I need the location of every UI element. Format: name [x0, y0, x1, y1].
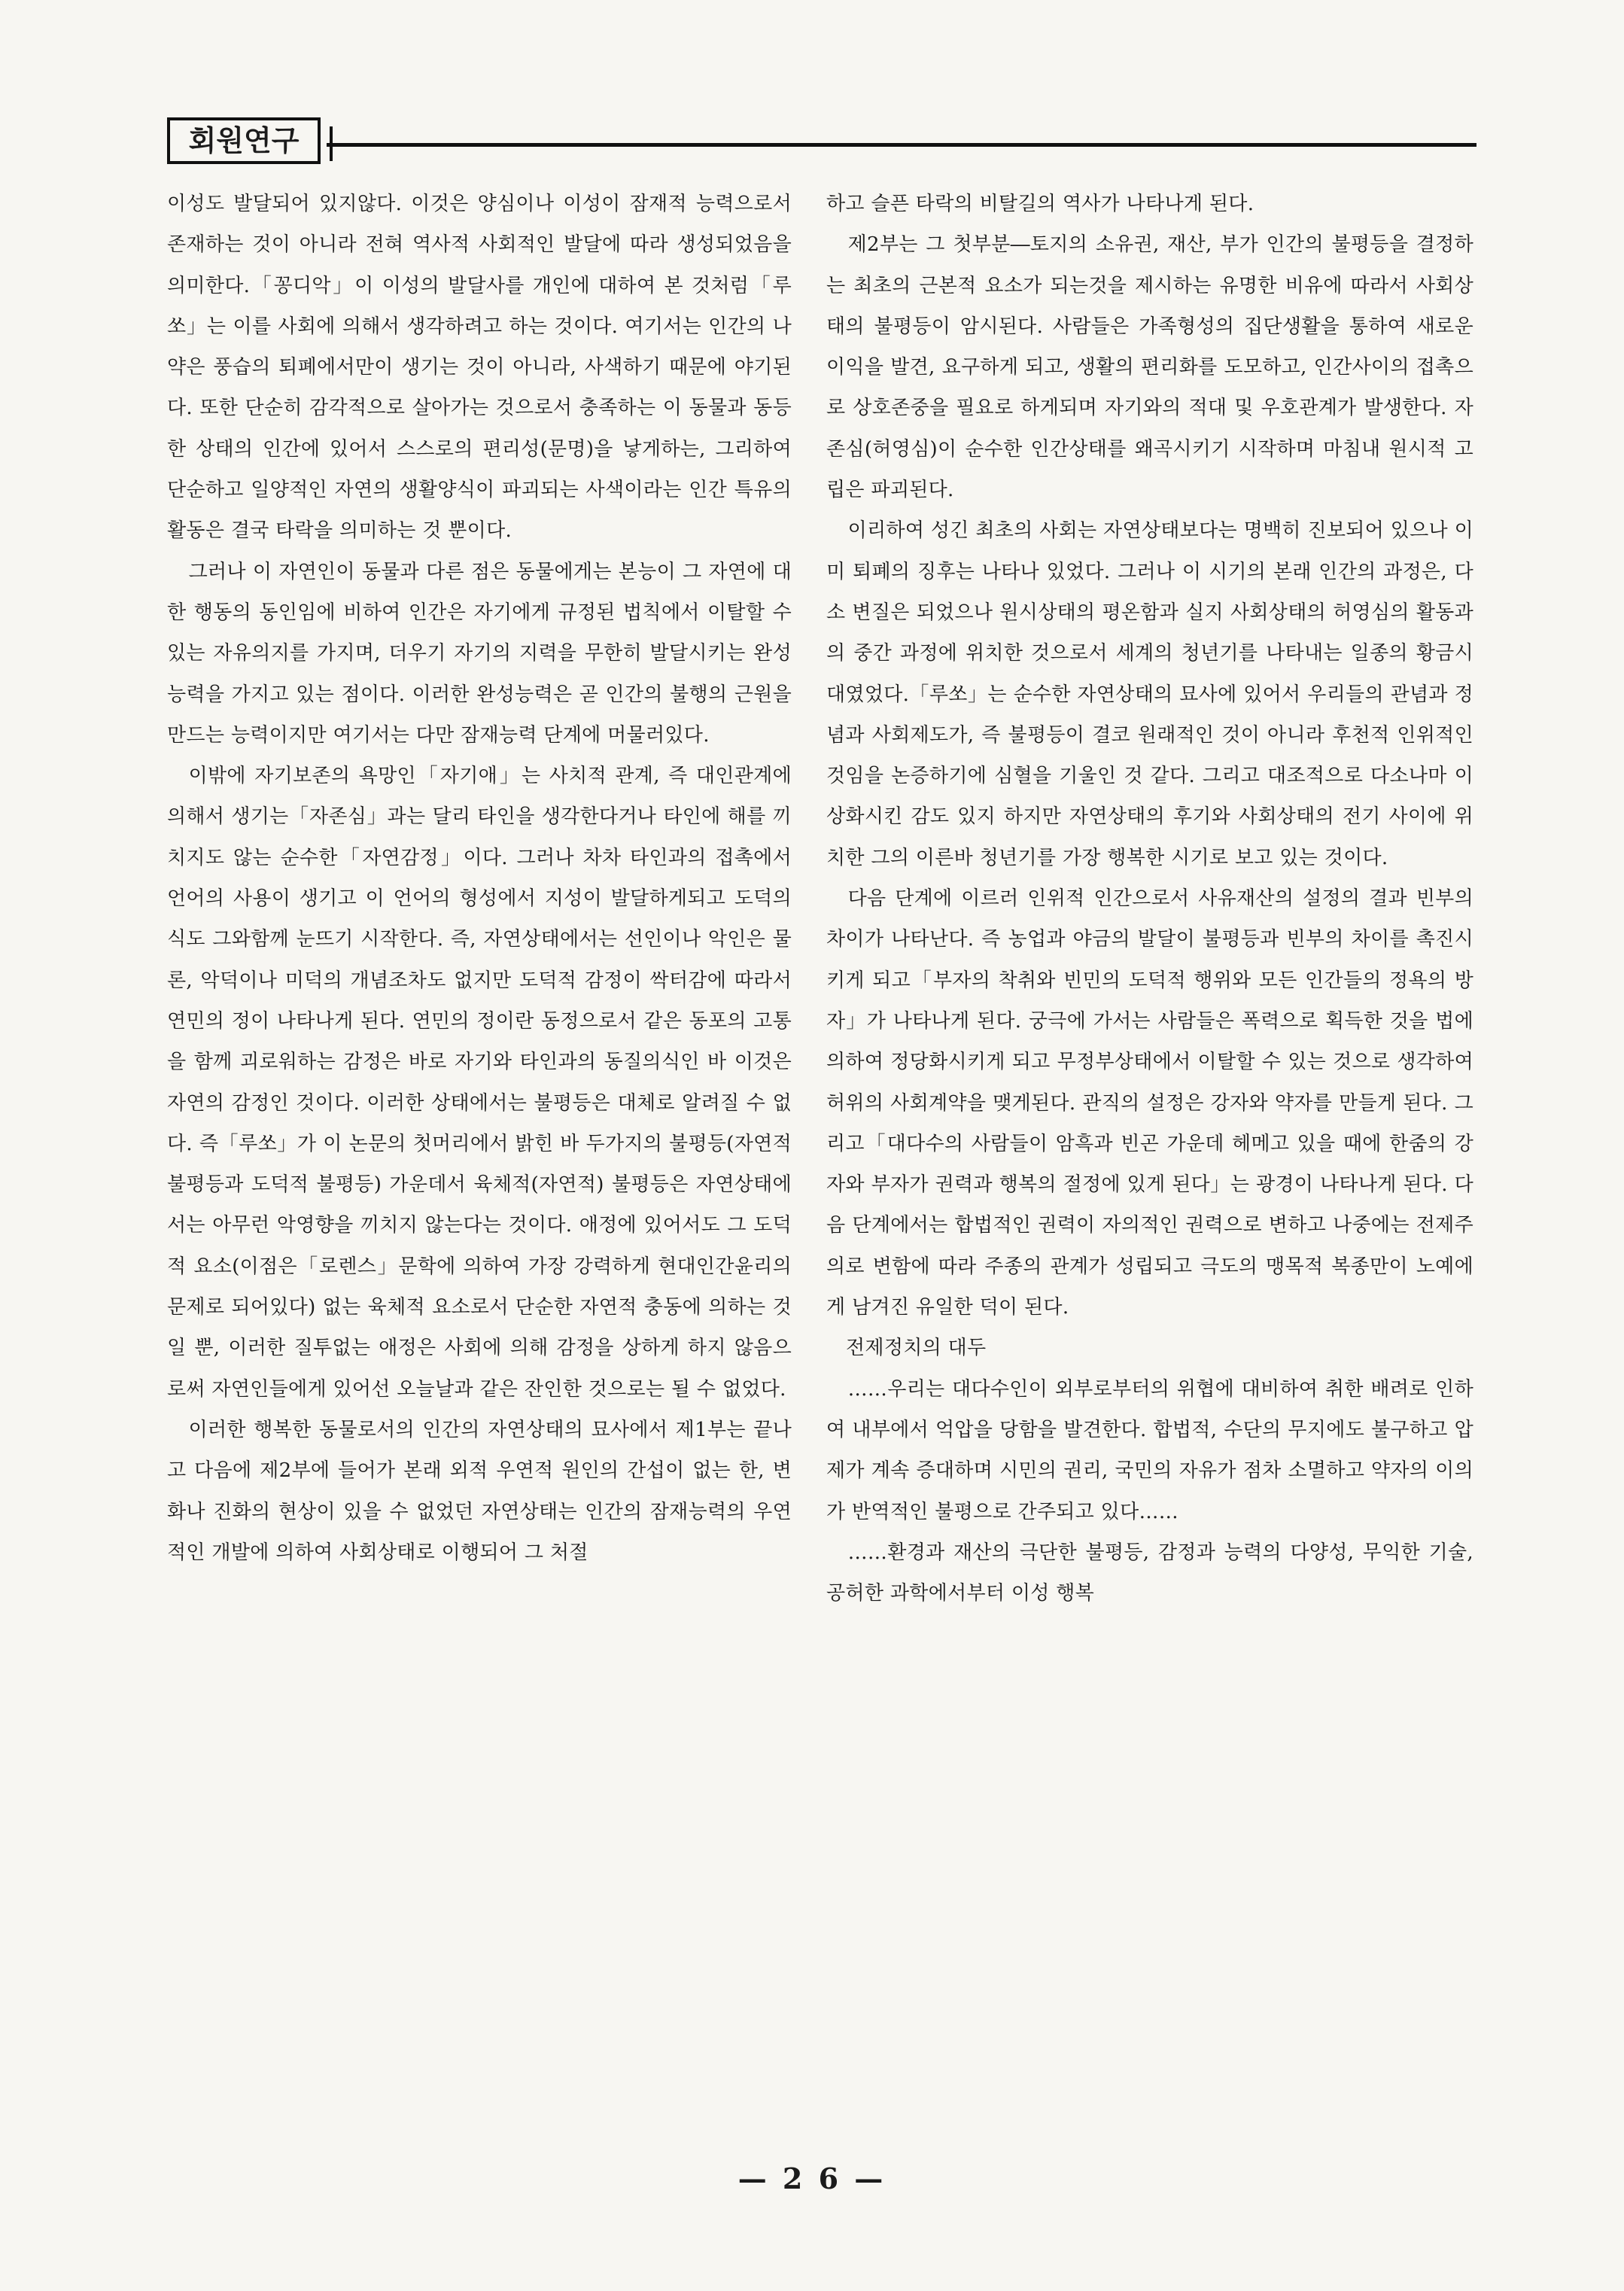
paragraph: 그러나 이 자연인이 동물과 다른 점은 동물에게는 본능이 그 자연에 대한 행동의 동인임에 비하여 인간은 자기에게 규정된 법칙에서 이탈할 수 있는 자유의지를 가지며, 더우기 자기의 지력을 무한히 발달시키는 완성능력을 가지고 있는 점이다. 이러한 완성능력은 곧 인간의 불행의 근원을 만드는 능력이지만 여기서는 다만 잠재능력 단계에 머물러있다.: [167, 560, 792, 747]
header-label: 회원연구: [167, 117, 321, 164]
quote-paragraph: ……환경과 재산의 극단한 불평등, 감정과 능력의 다양성, 무익한 기술, 공허한 과학에서부터 이성 행복: [826, 1541, 1473, 1605]
page-number: — 2 6 —: [737, 2162, 887, 2195]
header-rule: [327, 143, 1477, 147]
paragraph: 하고 슬픈 타락의 비탈길의 역사가 나타나게 된다.: [826, 193, 1254, 215]
paragraph: 다음 단계에 이르러 인위적 인간으로서 사유재산의 설정의 결과 빈부의 차이가 나타난다. 즉 농업과 야금의 발달이 불평등과 빈부의 차이를 촉진시키게 되고「부자의 착취와 빈민의 도덕적 행위와 모든 인간들의 정욕의 방자」가 나타나게 된다. 궁극에 가서는 사람들은 폭력으로 획득한 것을 법에 의하여 정당화시키게 되고 무정부상태에서 이탈할 수 있는 것으로 생각하여 허위의 사회계약을 맺게된다. 관직의 설정은 강자와 약자를 만들게 된다. 그리고「대다수의 사람들이 암흑과 빈곤 가운데 헤메고 있을 때에 한줌의 강자와 부자가 권력과 행복의 절정에 있게 된다」는 광경이 나타나게 된다. 다음 단계에서는 합법적인 권력이 자의적인 권력으로 변하고 나중에는 전제주의로 변함에 따라 주종의 관계가 성립되고 극도의 맹목적 복종만이 노예에게 남겨진 유일한 덕이 된다.: [826, 887, 1473, 1319]
paragraph: 이밖에 자기보존의 욕망인「자기애」는 사치적 관계, 즉 대인관계에 의해서 생기는「자존심」과는 달리 타인을 생각한다거나 타인에 해를 끼치지도 않는 순수한「자연감정」이다. 그러나 차차 타인과의 접촉에서 언어의 사용이 생기고 이 언어의 형성에서 지성이 발달하게되고 도덕의식도 그와함께 눈뜨기 시작한다. 즉, 자연상태에서는 선인이나 악인은 물론, 악덕이나 미덕의 개념조차도 없지만 도덕적 감정이 싹터감에 따라서 연민의 정이 나타나게 된다. 연민의 정이란 동정으로서 같은 동포의 고통을 함께 괴로워하는 감정은 바로 자기와 타인과의 동질의식인 바 이것은 자연의 감정인 것이다. 이러한 상태에서는 불평등은 대체로 알려질 수 없다. 즉「루쏘」가 이 논문의 첫머리에서 밝힌 바 두가지의 불평등(자연적 불평등과 도덕적 불평등) 가운데서 육체적(자연적) 불평등은 자연상태에서는 아무런 악영향을 끼치지 않는다는 것이다. 애정에 있어서도 그 도덕적 요소(이점은「로렌스」문학에 의하여 가장 강력하게 현대인간윤리의 문제로 되어있다) 없는 육체적 요소로서 단순한 자연적 충동에 의하는 것일 뿐, 이러한 질투없는 애정은 사회에 의해 감정을 상하게 하지 않음으로써 자연인들에게 있어선 오늘날과 같은 잔인한 것으로는 될 수 없었다.: [167, 765, 792, 1401]
left-column: [167, 184, 792, 2216]
paragraph: 이러한 행복한 동물로서의 인간의 자연상태의 묘사에서 제1부는 끝나고 다음에 제2부에 들어가 본래 외적 우연적 원인의 간섭이 없는 한, 변화나 진화의 현상이 있을 수 없었던 자연상태는 인간의 잠재능력의 우연적인 개발에 의하여 사회상태로 이행되어 그 처절: [167, 1418, 792, 1564]
paragraph: 이성도 발달되어 있지않다. 이것은 양심이나 이성이 잠재적 능력으로서 존재하는 것이 아니라 전혀 역사적 사회적인 발달에 따라 생성되었음을 의미한다.「꽁디악」이 이성의 발달사를 개인에 대하여 본 것처럼「루쏘」는 이를 사회에 의해서 생각하려고 하는 것이다. 여기서는 인간의 나약은 풍습의 퇴폐에서만이 생기는 것이 아니라, 사색하기 때문에 야기된다. 또한 단순히 감각적으로 살아가는 것으로서 충족하는 이 동물과 동등한 상태의 인간에 있어서 스스로의 편리성(문명)을 낳게하는, 그리하여 단순하고 일양적인 자연의 생활양식이 파괴되는 사색이라는 인간 특유의 활동은 결국 타락을 의미하는 것 뿐이다.: [167, 193, 792, 543]
paragraph: 이리하여 성긴 최초의 사회는 자연상태보다는 명백히 진보되어 있으나 이미 퇴폐의 징후는 나타나 있었다. 그러나 이 시기의 본래 인간의 과정은, 다소 변질은 되었으나 원시상태의 평온함과 실지 사회상태의 허영심의 활동과의 중간 과정에 위치한 것으로서 세계의 청년기를 나타내는 일종의 황금시대였었다.「루쏘」는 순수한 자연상태의 묘사에 있어서 우리들의 관념과 정념과 사회제도가, 즉 불평등이 결코 원래적인 것이 아니라 후천적 인위적인 것임을 논증하기에 심혈을 기울인 것 같다. 그리고 대조적으로 다소나마 이상화시킨 감도 있지 하지만 자연상태의 후기와 사회상태의 전기 사이에 위치한 그의 이른바 청년기를 가장 행복한 시기로 보고 있는 것이다.: [826, 519, 1473, 869]
section-header: [167, 113, 1477, 173]
right-column: [826, 184, 1473, 2216]
section-heading: 전제정치의 대두: [846, 1337, 987, 1360]
paragraph: 제2부는 그 첫부분―토지의 소유권, 재산, 부가 인간의 불평등을 결정하는 최초의 근본적 요소가 되는것을 제시하는 유명한 비유에 따라서 사회상태의 불평등이 암시된다. 사람들은 가족형성의 집단생활을 통하여 새로운 이익을 발견, 요구하게 되고, 생활의 편리화를 도모하고, 인간사이의 접촉으로 상호존중을 필요로 하게되며 자기와의 적대 및 우호관계가 발생한다. 자존심(허영심)이 순수한 인간상태를 왜곡시키기 시작하며 마침내 원시적 고립은 파괴된다.: [826, 233, 1473, 502]
quote-paragraph: ……우리는 대다수인이 외부로부터의 위협에 대비하여 취한 배려로 인하여 내부에서 억압을 당함을 발견한다. 합법적, 수단의 무지에도 불구하고 압제가 계속 증대하며 시민의 권리, 국민의 자유가 점차 소멸하고 약자의 이의가 반역적인 불평으로 간주되고 있다……: [826, 1377, 1473, 1523]
